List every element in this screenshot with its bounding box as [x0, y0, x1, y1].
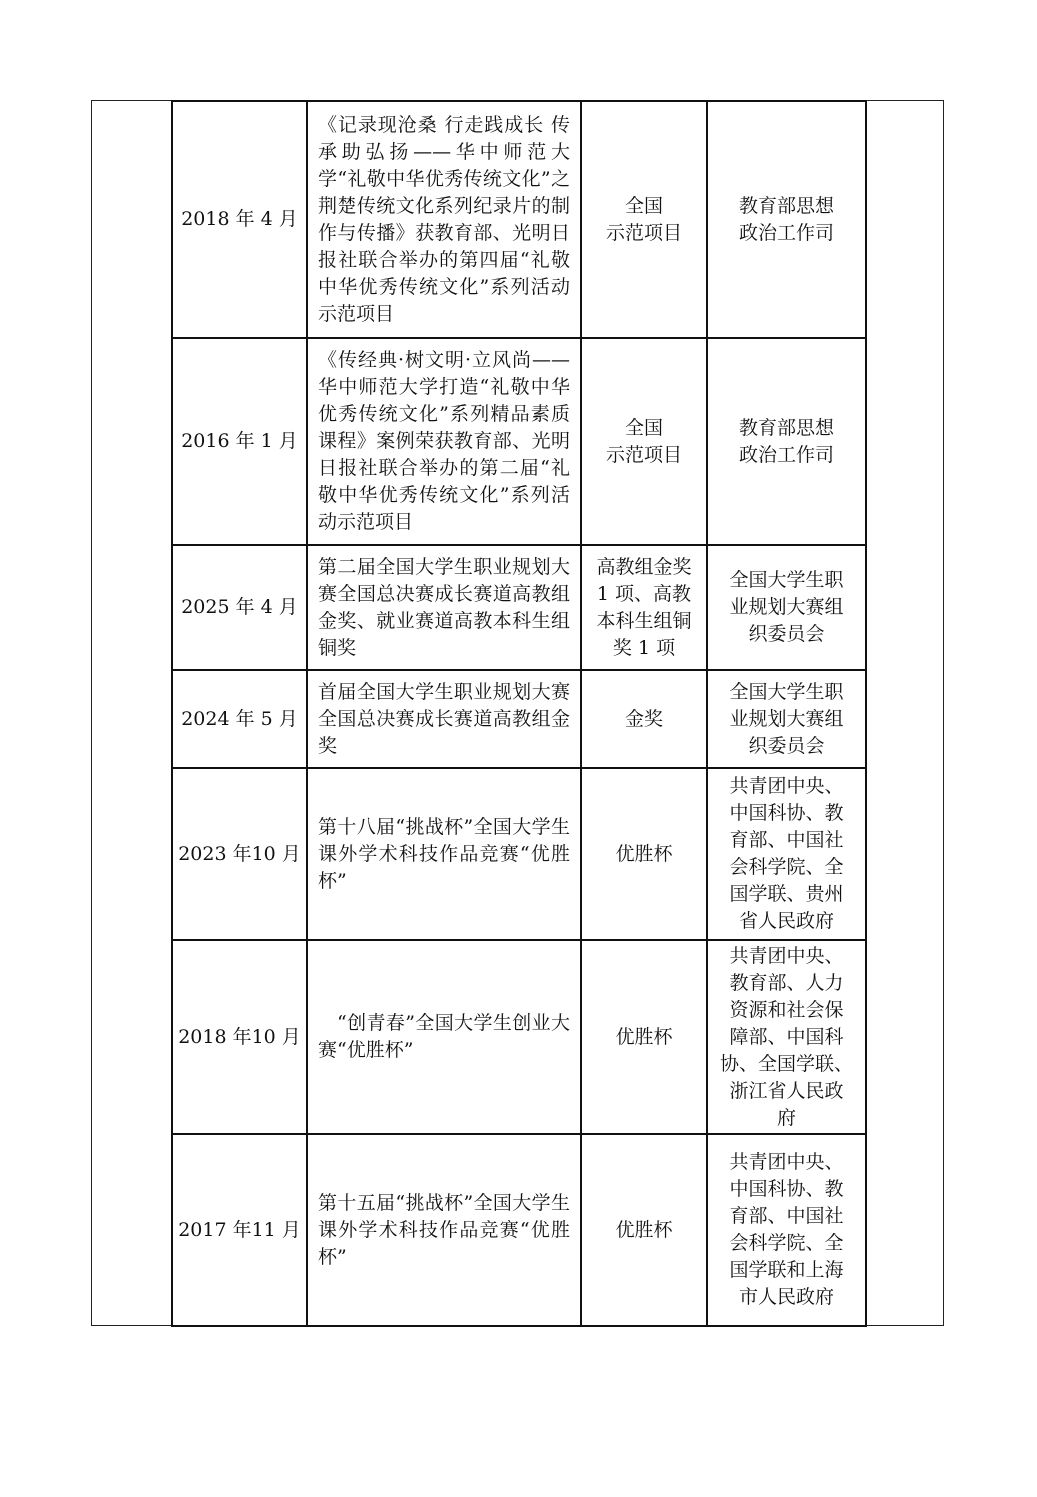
description-cell: 第二届全国大学生职业规划大赛全国总决赛成长赛道高教组金奖、就业赛道高教本科生组铜奖	[307, 545, 581, 670]
award-cell: 优胜杯	[581, 768, 707, 940]
description-cell: 第十八届“挑战杯”全国大学生课外学术科技作品竞赛“优胜杯”	[307, 768, 581, 940]
outer-table-frame	[91, 100, 944, 1326]
description-cell: 《记录现沧桑 行走践成长 传承助弘扬——华中师范大学“礼敬中华优秀传统文化”之荆楚传统文化系列纪录片的制作与传播》获教育部、光明日报社联合举办的第四届“礼敬中华优秀传统文化”系列活动示范项目	[307, 101, 581, 338]
description-cell: 第十五届“挑战杯”全国大学生课外学术科技作品竞赛“优胜杯”	[307, 1134, 581, 1326]
organizer-cell: 共青团中央、 中国科协、教 育部、中国社 会科学院、全 国学联、贵州 省人民政府	[707, 768, 866, 940]
date-cell: 2018 年 4 月	[172, 101, 307, 338]
organizer-cell: 教育部思想 政治工作司	[707, 338, 866, 545]
date-cell: 2016 年 1 月	[172, 338, 307, 545]
date-cell: 2017 年11 月	[172, 1134, 307, 1326]
description-cell: 《传经典·树文明·立风尚——华中师范大学打造“礼敬中华优秀传统文化”系列精品素质课程》案例荣获教育部、光明日报社联合举办的第二届“礼敬中华优秀传统文化”系列活动示范项目	[307, 338, 581, 545]
date-cell: 2023 年10 月	[172, 768, 307, 940]
organizer-cell: 共青团中央、 中国科协、教 育部、中国社 会科学院、全 国学联和上海 市人民政府	[707, 1134, 866, 1326]
organizer-cell: 全国大学生职 业规划大赛组 织委员会	[707, 545, 866, 670]
award-cell: 金奖	[581, 670, 707, 768]
table-row	[172, 1134, 866, 1326]
left-blank-column	[92, 101, 171, 1325]
description-cell: 首届全国大学生职业规划大赛全国总决赛成长赛道高教组金奖	[307, 670, 581, 768]
table-row	[172, 545, 866, 670]
organizer-cell: 全国大学生职 业规划大赛组 织委员会	[707, 670, 866, 768]
right-blank-column	[863, 101, 943, 1325]
award-cell: 优胜杯	[581, 940, 707, 1134]
date-cell: 2018 年10 月	[172, 940, 307, 1134]
organizer-cell: 共青团中央、 教育部、人力 资源和社会保 障部、中国科 协、全国学联、 浙江省人民政 府	[707, 940, 866, 1134]
award-cell: 全国 示范项目	[581, 338, 707, 545]
table-row	[172, 670, 866, 768]
table-row	[172, 338, 866, 545]
date-cell: 2024 年 5 月	[172, 670, 307, 768]
award-cell: 优胜杯	[581, 1134, 707, 1326]
table-row	[172, 101, 866, 338]
organizer-cell: 教育部思想 政治工作司	[707, 101, 866, 338]
table-row	[172, 768, 866, 940]
award-cell: 全国 示范项目	[581, 101, 707, 338]
award-cell: 高教组金奖 1 项、高教 本科生组铜 奖 1 项	[581, 545, 707, 670]
date-cell: 2025 年 4 月	[172, 545, 307, 670]
table-row	[172, 940, 866, 1134]
awards-table	[171, 100, 867, 1327]
description-cell: “创青春”全国大学生创业大赛“优胜杯”	[307, 940, 581, 1134]
